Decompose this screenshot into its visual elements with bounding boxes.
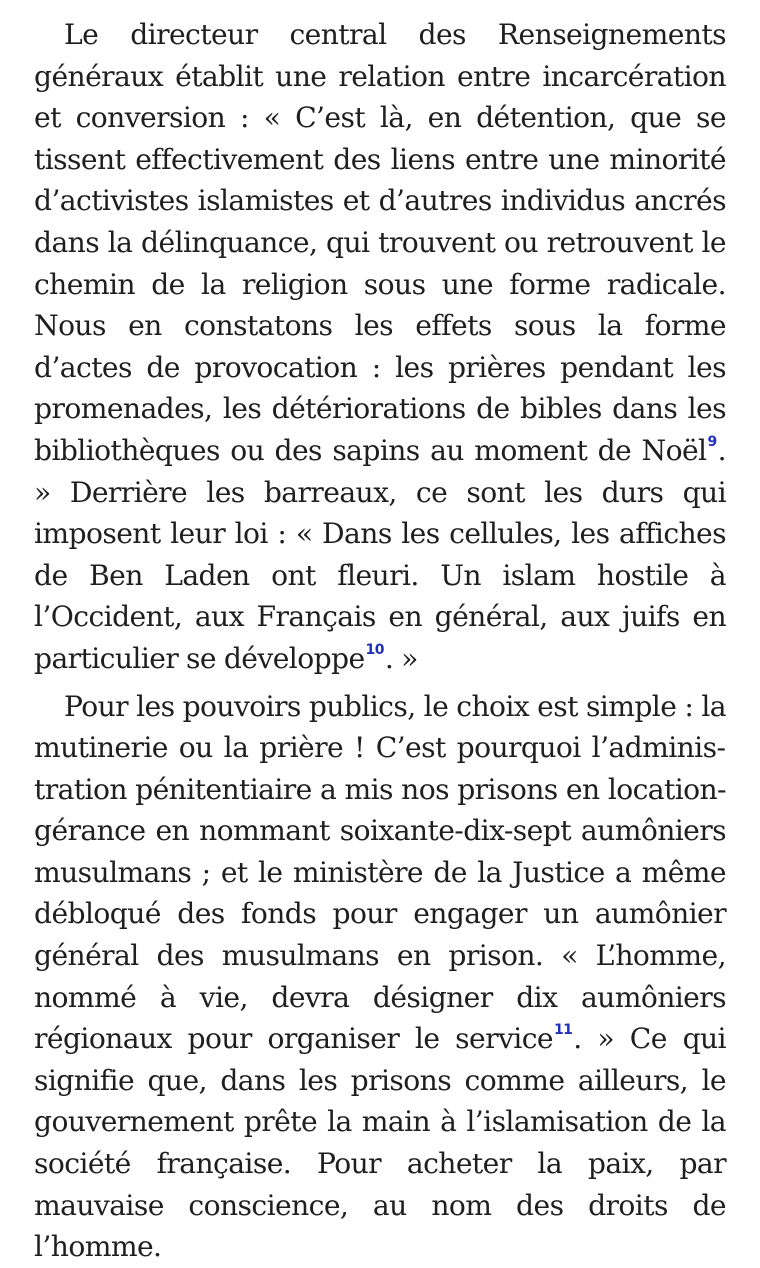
paragraph — [34, 686, 726, 1268]
paragraph-text: Pour les pouvoirs publics, le choix est simple : la mutinerie ou la prière ! C’est pourquoi l’administration pénitentiaire a mis nos prisons en location-gérance en nommant soixante-dix-sept aumôniers musulmans ; et le ministère de la Justice a même débloqué des fonds pour engager un aumônier général des musulmans en prison. « L’homme, nommé à vie, devra désigner dix aumôniers régionaux pour organiser le service — [34, 689, 726, 1056]
footnote-reference-9[interactable]: 9 — [707, 433, 717, 450]
paragraph-text: . » Ce qui signifie que, dans les prisons comme ailleurs, le gouvernement prête la main à l’islamisation de la société française. Pour acheter la paix, par mauvaise conscience, au nom des droits de l’homme. — [34, 1022, 726, 1264]
paragraph — [34, 14, 726, 680]
paragraph-text: Le directeur central des Renseignements généraux établit une relation entre incarcération et conversion : « C’est là, en détention, que se tissent effectivement des liens entre une minorité d’activistes islamistes et d’autres individus ancrés dans la délinquance, qui trouvent ou retrouvent le chemin de la religion sous une forme radicale. Nous en constatons les effets sous la forme d’actes de provocation : les prières pendant les promenades, les détériorations de bibles dans les bibliothèques ou des sapins au moment de Noël — [34, 18, 726, 467]
paragraph-text: . » Derrière les barreaux, ce sont les durs qui imposent leur loi : « Dans les cellules, les affiches de Ben Laden ont fleuri. Un islam hostile à l’Occident, aux Français en général, aux juifs en particulier se développe — [34, 433, 726, 675]
footnote-reference-10[interactable]: 10 — [365, 641, 384, 658]
paragraph-text: . » — [384, 641, 418, 675]
footnote-reference-11[interactable]: 11 — [554, 1022, 573, 1039]
document-page — [34, 14, 726, 1268]
